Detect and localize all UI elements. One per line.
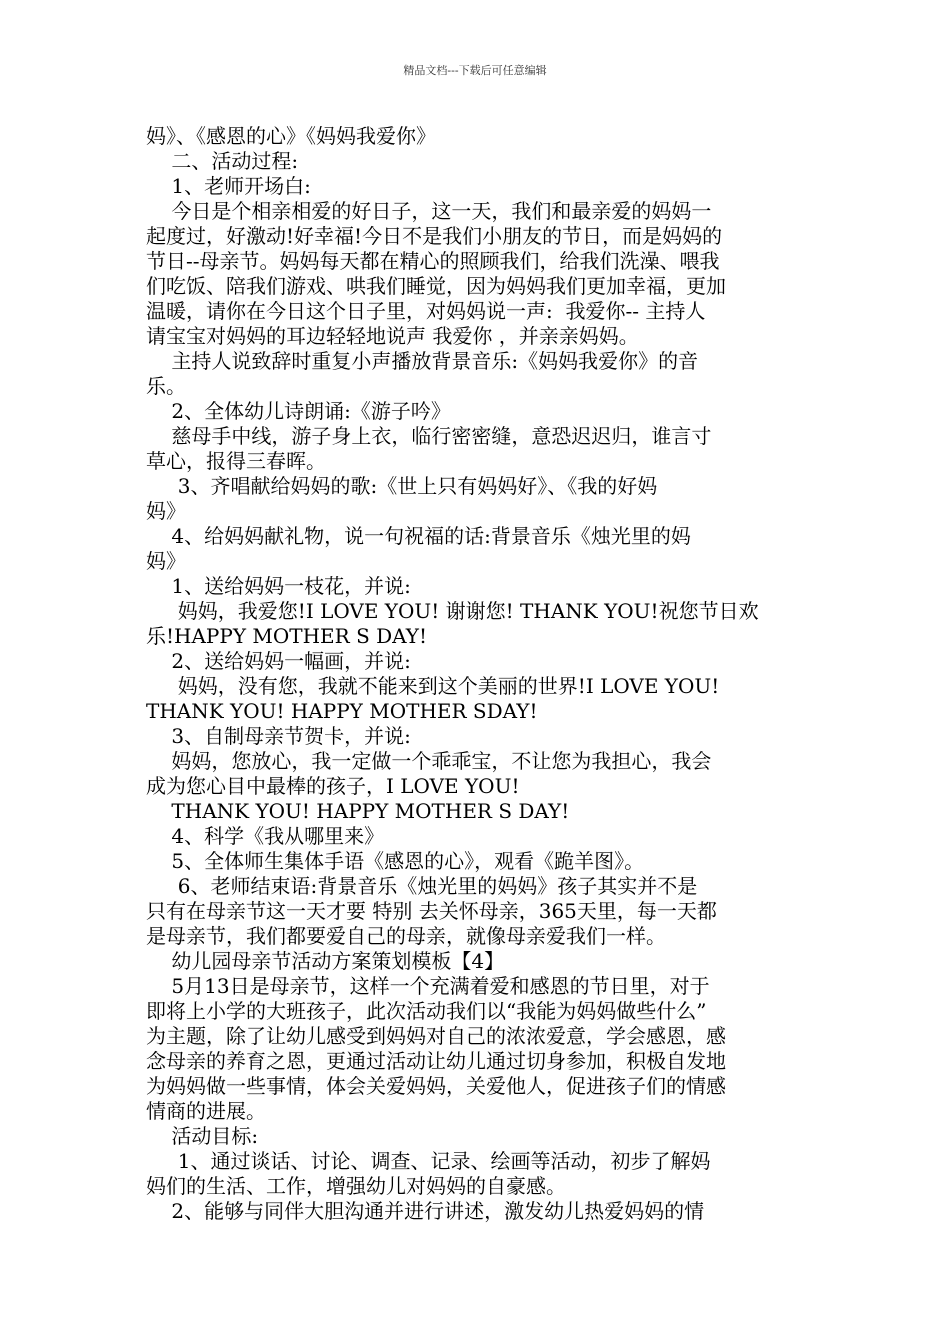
section-heading: 活动目标:	[146, 1124, 259, 1148]
subheading: 1、老师开场白:	[146, 174, 311, 198]
text-line: 为妈妈做一些事情，体会关爱妈妈，关爱他人，促进孩子们的情感	[146, 1074, 726, 1098]
text-line: THANK YOU! HAPPY MOTHER S DAY!	[146, 799, 570, 823]
text-line: THANK YOU! HAPPY MOTHER SDAY!	[146, 699, 538, 723]
text-line: 只有在母亲节这一天才要 特别 去关怀母亲，365天里，每一天都	[146, 899, 717, 923]
subheading: 3、自制母亲节贺卡，并说:	[146, 724, 411, 748]
text-line: 是母亲节，我们都要爱自己的母亲，就像母亲爱我们一样。	[146, 924, 666, 948]
text-line: 1、通过谈话、讨论、调查、记录、绘画等活动，初步了解妈	[146, 1149, 711, 1173]
text-line: 妈妈，我爱您!I LOVE YOU! 谢谢您! THANK YOU!祝您节日欢	[146, 599, 759, 623]
text-line: 5月13日是母亲节，这样一个充满着爱和感恩的节日里，对于	[146, 974, 710, 998]
subheading: 1、送给妈妈一枝花，并说:	[146, 574, 411, 598]
section-title: 幼儿园母亲节活动方案策划模板【4】	[146, 949, 505, 973]
text-line: 即将上小学的大班孩子，此次活动我们以“我能为妈妈做些什么”	[146, 999, 707, 1023]
text-line: 2、能够与同伴大胆沟通并进行讲述，激发幼儿热爱妈妈的情	[146, 1199, 705, 1223]
text-line: 妈妈，没有您，我就不能来到这个美丽的世界!I LOVE YOU!	[146, 674, 720, 698]
subheading: 5、全体师生集体手语《感恩的心》，观看《跪羊图》。	[146, 849, 645, 873]
text-line: 情商的进展。	[146, 1099, 266, 1123]
text-line: 主持人说致辞时重复小声播放背景音乐:《妈妈我爱你》的音	[146, 349, 699, 373]
subheading: 2、全体幼儿诗朗诵:《游子吟》	[146, 399, 451, 423]
text-line: 温暖，请你在今日这个日子里，对妈妈说一声: 我爱你-- 主持人	[146, 299, 706, 323]
text-line: 为主题，除了让幼儿感受到妈妈对自己的浓浓爱意，学会感恩，感	[146, 1024, 726, 1048]
text-line: 乐!HAPPY MOTHER S DAY!	[146, 624, 428, 648]
text-line: 请宝宝对妈妈的耳边轻轻地说声 我爱你 ，并亲亲妈妈。	[146, 324, 639, 348]
text-line: 妈妈，您放心，我一定做一个乖乖宝，不让您为我担心，我会	[146, 749, 712, 773]
text-line: 们吃饭、陪我们游戏、哄我们睡觉，因为妈妈我们更加幸福，更加	[146, 274, 726, 298]
text-line: 成为您心目中最棒的孩子，I LOVE YOU!	[146, 774, 520, 798]
text-line: 妈》、《感恩的心》《妈妈我爱你》	[146, 124, 436, 148]
subheading: 2、送给妈妈一幅画，并说:	[146, 649, 411, 673]
text-line: 乐。	[146, 374, 186, 398]
text-line: 妈》	[146, 549, 186, 573]
section-heading: 二、活动过程:	[146, 149, 299, 173]
document-body	[146, 124, 810, 1224]
text-line: 草心，报得三春晖。	[146, 449, 326, 473]
text-line: 节日--母亲节。妈妈每天都在精心的照顾我们，给我们洗澡、喂我	[146, 249, 720, 273]
text-line: 今日是个相亲相爱的好日子，这一天，我们和最亲爱的妈妈一	[146, 199, 712, 223]
text-line: 慈母手中线，游子身上衣，临行密密缝，意恐迟迟归，谁言寸	[146, 424, 712, 448]
subheading: 4、给妈妈献礼物，说一句祝福的话:背景音乐《烛光里的妈	[146, 524, 691, 548]
text-line: 起度过，好激动!好幸福!今日不是我们小朋友的节日，而是妈妈的	[146, 224, 723, 248]
text-line: 妈》	[146, 499, 186, 523]
subheading: 6、老师结束语:背景音乐《烛光里的妈妈》孩子其实并不是	[146, 874, 698, 898]
page-header: 精品文档---下载后可任意编辑	[403, 64, 547, 77]
subheading: 3、齐唱献给妈妈的歌:《世上只有妈妈好》、《我的好妈	[146, 474, 658, 498]
subheading: 4、科学《我从哪里来》	[146, 824, 385, 848]
text-line: 妈们的生活、工作，增强幼儿对妈妈的自豪感。	[146, 1174, 566, 1198]
text-line: 念母亲的养育之恩，更通过活动让幼儿通过切身参加，积极自发地	[146, 1049, 726, 1073]
